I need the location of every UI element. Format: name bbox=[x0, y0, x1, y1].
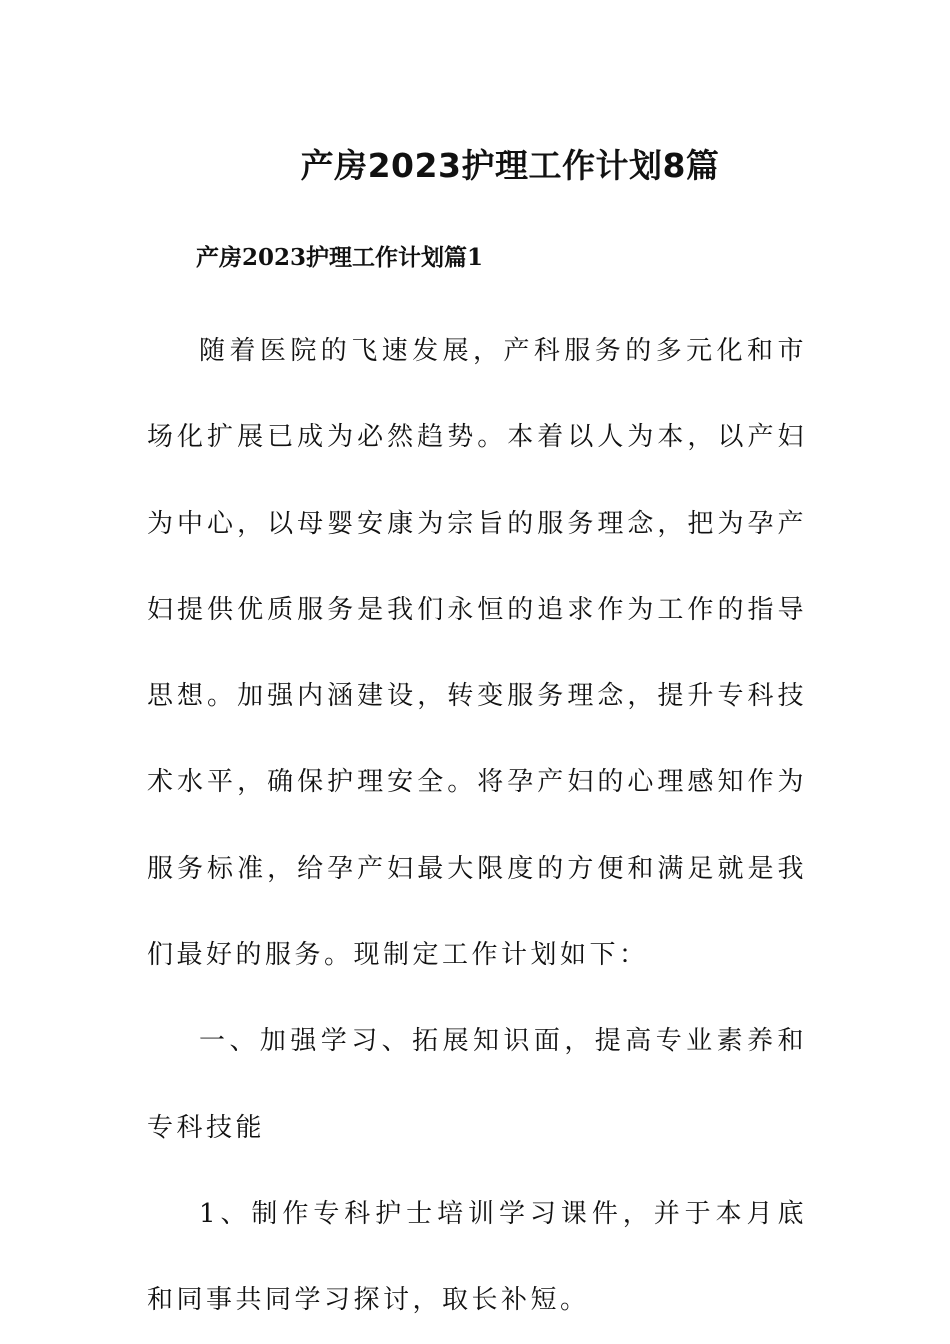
paragraph-item-1: 1、制作专科护士培训学习课件，并于本月底和同事共同学习探讨，取长补短。 bbox=[147, 1198, 807, 1316]
paragraph-intro: 随着医院的飞速发展，产科服务的多元化和市场化扩展已成为必然趋势。本着以人为本，以产妇为中心，以母婴安康为宗旨的服务理念，把为孕产妇提供优质服务是我们永恒的追求作为工作的指导思想。加强内涵建设，转变服务理念，提升专科技术水平，确保护理安全。将孕产妇的心理感知作为服务标准，给孕产妇最大限度的方便和满足就是我们最好的服务。现制定工作计划如下： bbox=[147, 336, 807, 971]
document-title: 产房2023护理工作计划8篇 bbox=[300, 146, 720, 185]
document-body bbox=[147, 308, 807, 1344]
paragraph-item-heading: 一、加强学习、拓展知识面，提高专业素养和专科技能 bbox=[147, 1026, 807, 1143]
section-heading: 产房2023护理工作计划篇1 bbox=[196, 244, 484, 271]
